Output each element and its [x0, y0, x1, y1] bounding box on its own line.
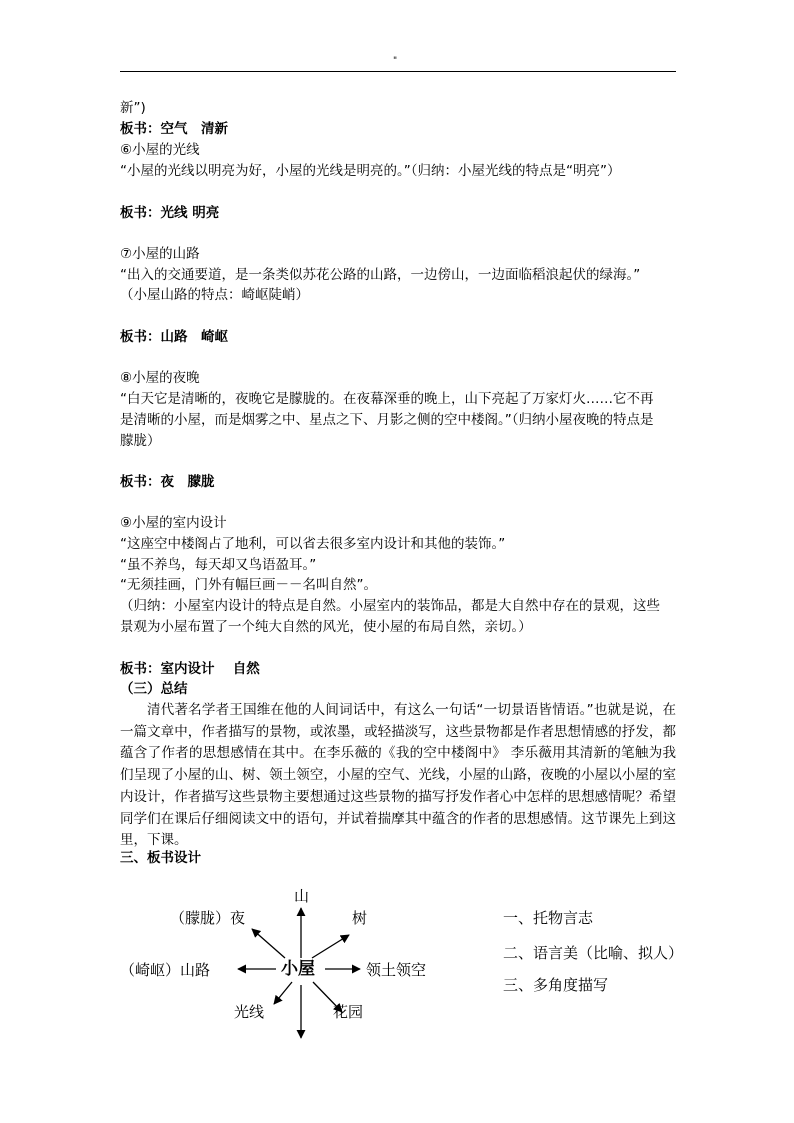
- board-note-road: 板书：山路 崎岖: [120, 329, 228, 345]
- quote-light: “小屋的光线以明亮为好，小屋的光线是明亮的。”（归纳：小屋光线的特点是“明亮”）: [120, 163, 621, 179]
- diagram-note-1: 一、托物言志: [503, 909, 594, 927]
- section-road: ⑦小屋的山路: [120, 246, 200, 262]
- quote-night-3: 朦胧）: [120, 433, 161, 449]
- diagram-top-left: （朦胧）夜: [170, 909, 246, 927]
- arrow-top-left: [252, 929, 285, 958]
- arrow-top-right: [312, 935, 349, 958]
- diagram-top-right: 树: [352, 909, 368, 927]
- diagram-right: 领土领空: [366, 961, 427, 979]
- summary-paragraph: 清代著名学者王国维在他的人间词话中，有这么一句话“一切景语皆情语。”也就是说，在一篇文章中，作者描写的景物，或浓墨，或轻描淡写，这些景物都是作者思想情感的抒发，都蕴含了作者的思想感情在其中。在李乐薇的《我的空中楼阁中》 李乐薇用其清新的笔触为我们呈现了小屋的山、树、领土领空，小屋的空气、光线，小屋的山路，夜晚的小屋以小屋的室内设计，作者描写这些景物主要想通过这些景物的描写抒发作者心中怎样的思想感情呢？希望同学们在课后仔细阅读文中的语句，并试着揣摩其中蕴含的作者的思想感情。这节课先上到这里，下课。: [120, 702, 676, 849]
- diagram-bottom-right: 花园: [333, 1003, 364, 1021]
- note-interior-1: （归纳：小屋室内设计的特点是自然。小屋室内的装饰品，都是大自然中存在的景观，这些: [120, 598, 660, 614]
- board-note-night: 板书：夜 朦胧: [120, 474, 215, 490]
- header-mark: ": [393, 56, 398, 66]
- diagram-note-3: 三、多角度描写: [503, 976, 609, 994]
- board-note-light: 板书：光线 明亮: [120, 205, 220, 221]
- section-interior: ⑨小屋的室内设计: [120, 515, 227, 531]
- diagram-top: 山: [294, 887, 310, 905]
- quote-interior-1: “这座空中楼阁占了地利，可以省去很多室内设计和其他的装饰。”: [120, 536, 506, 552]
- board-note-air: 板书：空气 清新: [120, 121, 228, 137]
- quote-road: “出入的交通要道，是一条类似苏花公路的山路，一边傍山，一边面临稻浪起伏的绿海。”: [120, 267, 641, 283]
- section-summary-heading: （三）总结: [120, 681, 188, 697]
- quote-night-1: “白天它是清晰的，夜晚它是朦胧的。在夜幕深垂的晚上，山下亮起了万家灯火……它不再: [120, 391, 654, 407]
- diagram-bottom-left: 光线: [234, 1003, 265, 1021]
- board-note-interior: 板书：室内设计 自然: [120, 661, 260, 677]
- quote-interior-3: “无须挂画，门外有幅巨画－－名叫自然”。: [120, 577, 377, 593]
- section-board-design-heading: 三、板书设计: [120, 850, 201, 866]
- diagram-center: 小屋: [281, 959, 315, 979]
- note-road: （小屋山路的特点：崎岖陡峭）: [120, 287, 309, 303]
- quote-interior-2: “虽不养鸟，每天却又鸟语盈耳。”: [120, 557, 317, 573]
- quote-night-2: 是清晰的小屋，而是烟雾之中、星点之下、月影之侧的空中楼阁。”（归纳小屋夜晚的特点是: [120, 412, 654, 428]
- note-interior-2: 景观为小屋布置了一个纯大自然的风光，使小屋的布局自然，亲切。）: [120, 619, 532, 635]
- arrow-bottom-left: [274, 982, 292, 1004]
- section-night: ⑧小屋的夜晚: [120, 370, 200, 386]
- section-light: ⑥小屋的光线: [120, 142, 200, 158]
- diagram-note-2: 二、语言美（比喻、拟人）: [503, 944, 684, 962]
- text-line: 新”): [120, 100, 146, 116]
- diagram-left: （崎岖）山路: [120, 961, 211, 979]
